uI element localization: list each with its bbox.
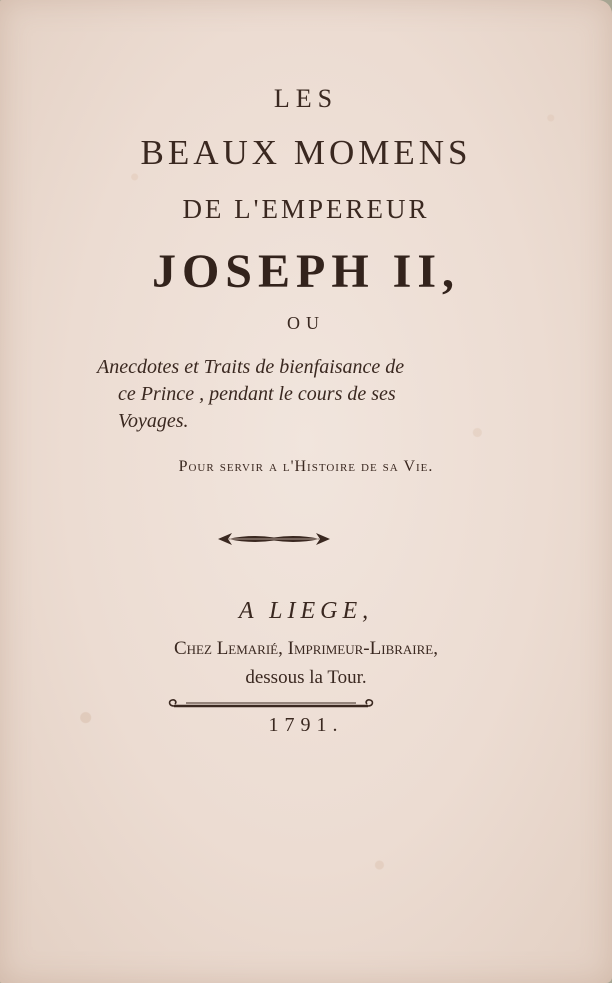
imprint-place: A LIEGE, <box>238 598 374 624</box>
double-arrow-ornament-icon <box>216 531 332 547</box>
title-line-les: LES <box>273 84 339 113</box>
purpose-line: Pour servir a l'Histoire de sa Vie. <box>178 458 434 475</box>
imprint-address: dessous la Tour. <box>245 667 367 688</box>
title-line-joseph: JOSEPH II, <box>151 245 461 298</box>
scrolled-rule-icon <box>166 697 376 711</box>
imprint-printer: Chez Lemarié, Imprimeur-Libraire, <box>174 638 438 659</box>
subtitle-line-1: Anecdotes et Traits de bienfaisance de <box>97 356 405 378</box>
imprint-year: 1791. <box>268 714 344 736</box>
subtitle-line-3: Voyages. <box>118 410 189 432</box>
title-line-beaux-momens: BEAUX MOMENS <box>140 133 472 172</box>
subtitle-line-2: ce Prince , pendant le cours de ses <box>118 383 396 405</box>
title-line-de-lempereur: DE L'EMPEREUR <box>182 194 430 224</box>
title-line-ou: OU <box>287 313 325 333</box>
